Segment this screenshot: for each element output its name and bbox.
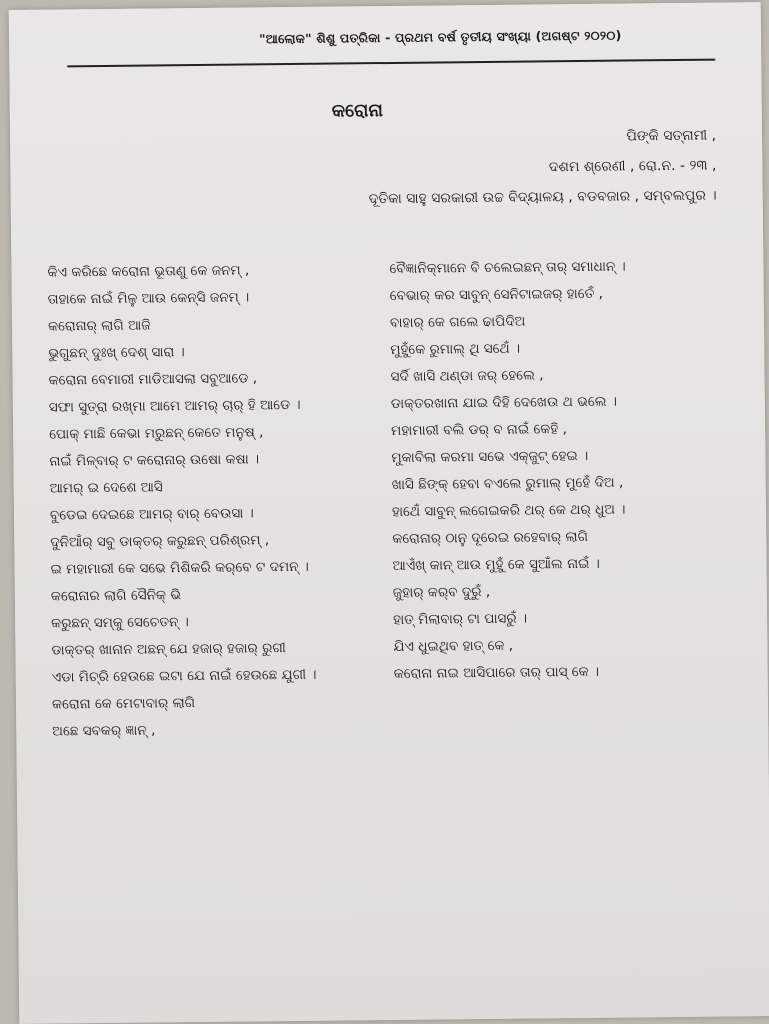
poem-line: ଆମର୍ ଇ ଦେଶେ ଆସି [49,479,163,497]
author-block [368,121,717,215]
poem-line: ଦୁନିଆଁର୍ ସବୁ ଡାକ୍ତର୍ କରୁଛନ୍ ପରିଶ୍ରମ୍ , [50,532,270,551]
poem-line: ତାହାକେ ନାଇଁ ମିଳୁ ଆଉ କେନ୍‌ସି ଜନମ୍ । [47,289,250,308]
header-rule [67,59,715,68]
poem-line: ଇ ମହାମାରୀ କେ ସଭେ ମିଶିକରି କର୍‌ବେ ଟ ଦମନ୍ । [50,558,309,578]
poem-line: ମୁକାବିଲା କରମା ସଭେ ଏକ୍‌ଜୁଟ୍ ହେଇ । [391,447,589,466]
poem-line: ଡାକ୍ତର୍ ଖାନାନ ଅଛନ୍ ଯେ ହଜାର୍ ହଜାର୍ ରୁଗୀ [51,640,286,659]
poem-line: କରୋନାର୍ ଲାଗି ଆଜି [47,317,151,335]
poem-line: ଆଏଁଖ୍ କାନ୍ ଆଉ ମୁହୁଁ କେ ସୁଆଁଲ ନାଇଁ । [392,555,600,574]
poem-line: ଏଡା ମିଚ୍‌ରି ହେଉଛେ ଇଟା ଯେ ନାଇଁ ହେଉଛେ ଯୁଗୀ । [51,666,317,686]
poem-title: କରୋନା [331,100,384,122]
poem-line: କରୋନା କେ ମେଟାବାର୍ ଲାଗି [51,695,196,713]
poem-line: କରୋନା ନାଇ ଆସିପାରେ ତାର୍ ପାସ୍ କେ । [393,663,600,682]
poem-line: ହାତ୍ ମିଲାବାର୍ ଟା ପାସରୁଁ । [393,610,528,628]
poem-column-left [47,256,392,746]
poem-line: କିଏ କରିଛେ କରୋନା ଭୂତାଣୁ କେ ଜନମ୍ , [47,262,250,281]
poem-line: ମୁହୁଁକେ ରୁମାଲ୍ ଥି ସଥେଁ । [390,340,521,358]
poem-line: ହାଥେଁ ସାବୁନ୍ ଲଗେଇକରି ଥର୍ କେ ଥର୍ ଧୁଅ । [391,501,626,520]
poem-line: ସଫା ସୁତ୍‌ରା ରଖ୍‌ମା ଆମେ ଆମର୍ ଚାର୍ ହି ଆଡେ । [48,396,301,416]
poem-line: ସର୍ଦି ଖାସି ଥଣ୍ଡା ଜର୍ ହେଲେ , [390,367,544,385]
poem-line: ବାହାର୍ କେ ଗଲେ ଢାପିଦିଅ [389,313,526,331]
poem-line: ଡାକ୍ତରଖାନା ଯାଇ ଦିହି ଦେଖେଉ ଥ ଭଲେ । [390,393,618,412]
magazine-header: "ଆଲୋକ" ଶିଶୁ ପତ୍ରିକା - ପ୍ରଥମ ବର୍ଷ ତୃତୀୟ ସଂଖ୍ୟା (ଅଗଷ୍ଟ ୨୦୨୦) [258,27,622,47]
poem-line: ଯିଏ ଧୁଇଥିବ ହାତ୍ କେ , [393,637,514,655]
author-class: ଦଶମ ଶ୍ରେଣୀ , ରୋ.ନ. - ୨୩ , [548,157,717,176]
author-school: ଦୂତିକା ସାହୁ ସରକାରୀ ଉଚ୍ଚ ବିଦ୍ୟାଳୟ , ବଡବଜାର , ସମ୍ବଲପୁର । [368,187,717,208]
poem-line: କରୋନା ବେମାରୀ ମାଡିଆସଲା ସବୁଆଡେ , [48,370,258,389]
author-name: ପିଙ୍କି ସତ୍‌ନାମୀ , [626,127,717,145]
newsletter-page [9,2,769,1024]
poem-line: ବୈଜ୍ଞାନିକ୍‌ମାନେ ବି ଚଲେଇଛନ୍ ତାର୍ ସମାଧାନ୍ । [389,258,626,277]
poem-line: ଖାସି ଛିଙ୍କ୍ ହେବା ବଏଲେ ରୁମାଲ୍ ମୁହେଁ ଦିଅ , [391,474,624,493]
poem-column-right [389,252,734,688]
poem-line: ନାଇଁ ମିଳ୍‌ବାର୍ ଟ କରୋନାର୍ ଉଷୋ କଷା । [49,451,260,470]
poem-line: କରୋନାର ଲାଗି ସୈନିକ୍ ଭି [50,587,182,605]
poem-line: ବୁଡେଇ ଦେଇଛେ ଆମର୍ ବାର୍ ବେଉସା । [49,505,254,524]
poem-line: ବେଭାର୍ କର ସାବୁନ୍ ସେନିଟାଇଜର୍ ହାତେଁ , [389,285,603,304]
poem-line: ଜୁହାର୍ କର୍‌ବ ଦୁରୁଁ , [392,583,491,601]
poem-line: କରୋନାର୍ ଠାନୁ ଦୂରେଇ ରହେବାର୍ ଲାଗି [392,528,589,547]
poem-line: ଭୁଗୁଛନ୍ ଦୁଃଖ୍ ଦେଶ୍ ସାରା । [48,344,185,362]
poem-line: ପୋକ୍ ମାଛି କେଭା ମରୁଛନ୍ କେତେ ମନୁଷ୍ , [49,424,264,443]
poem-line: କରୁଛନ୍ ସମ୍‌କୁ ସେଚେତନ୍ । [51,614,189,632]
poem-line: ଅଛେ ସବକର୍ ଜ୍ଞାନ୍ , [52,722,156,740]
poem-line: ମହାମାରୀ ବଲି ଡର୍ ବ ନାଇଁ କେହି , [391,421,567,439]
